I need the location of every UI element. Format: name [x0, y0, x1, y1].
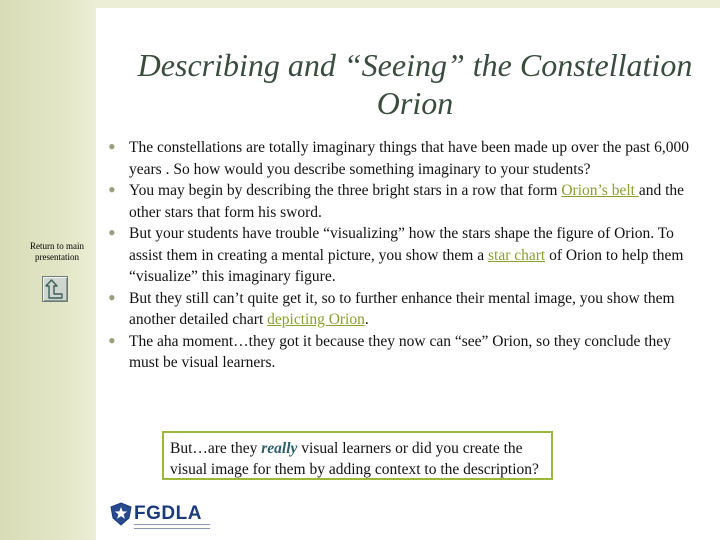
fgdla-logo: [110, 502, 210, 532]
callout-emphasis: really: [261, 440, 298, 457]
list-item: [108, 327, 693, 374]
star-chart-link[interactable]: star chart: [488, 246, 546, 264]
callout-text: But…are they: [170, 440, 262, 457]
bullet-list: [108, 134, 693, 374]
orions-belt-link[interactable]: Orion’s belt: [561, 182, 639, 199]
bullet-icon: •: [108, 220, 116, 245]
bullet-icon: •: [108, 327, 116, 353]
bullet-text: and the other stars that form his sword.: [129, 182, 685, 221]
page-title: Describing and “Seeing” the Constellation Orion: [137, 47, 693, 121]
list-item: [108, 220, 693, 288]
bullet-icon: •: [108, 177, 116, 202]
bullet-icon: •: [108, 134, 116, 159]
bullet-text: The aha moment…they got it because they now can “see” Orion, so they conclude they must be visual learners.: [129, 332, 671, 371]
bullet-text: But your students have trouble “visualizing” how the stars shape the figure of Orion. To assist them in creating a mental picture, you show them a: [129, 225, 674, 264]
depicting-orion-link[interactable]: depicting Orion: [267, 311, 365, 328]
list-item: [108, 134, 693, 180]
list-item: [108, 177, 693, 223]
list-item: [108, 284, 693, 331]
top-strip: [96, 0, 720, 8]
sidebar: [0, 0, 96, 540]
logo-text: FGDLA: [134, 503, 202, 524]
bullet-text: But they still can’t quite get it, so to further enhance their mental image, you show them another detailed chart: [129, 289, 675, 328]
return-button[interactable]: [42, 276, 68, 302]
callout-text: visual learners or did you create the visual image for them by adding context to the description?: [170, 440, 539, 478]
return-to-main-label[interactable]: Return to main presentation: [30, 241, 84, 262]
bullet-icon: •: [108, 284, 116, 310]
bullet-text: .: [364, 311, 369, 328]
bullet-text: The constellations are totally imaginary things that have been made up over the past 6,000 years . So how would you describe something imaginary to your students?: [129, 139, 689, 178]
return-arrow-icon: [43, 277, 67, 301]
bullet-text: You may begin by describing the three bright stars in a row that form: [129, 182, 562, 199]
fgdla-seal-icon: [110, 502, 132, 526]
bullet-text: of Orion to help them “visualize” this imaginary figure.: [129, 246, 684, 285]
logo-underline: [134, 524, 210, 529]
callout-box: [162, 431, 553, 480]
